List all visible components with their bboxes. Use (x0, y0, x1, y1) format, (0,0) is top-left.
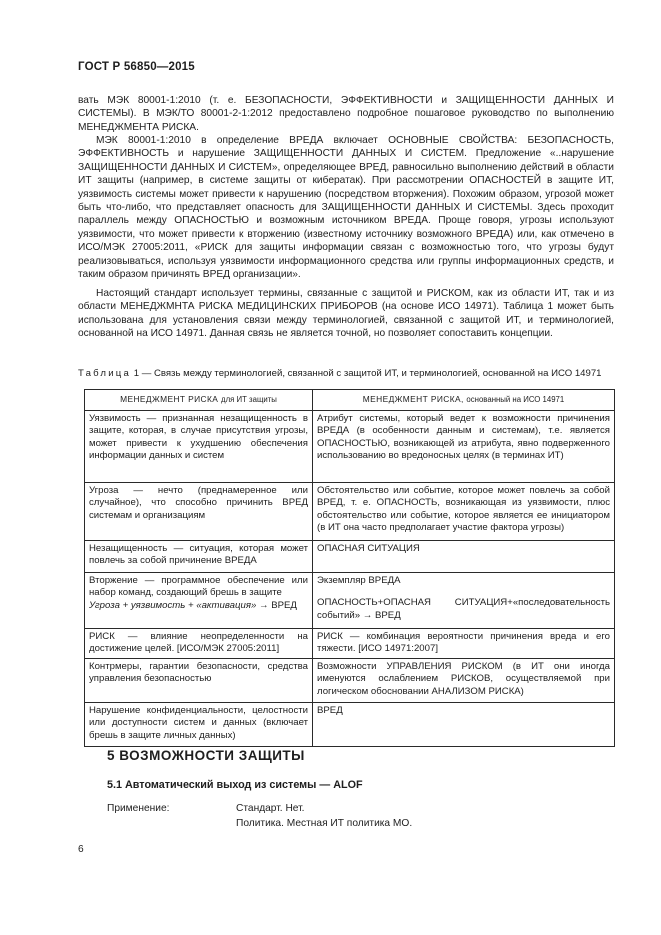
paragraph-3 (78, 287, 614, 341)
table-cell-left: Нарушение конфиденциальности, целостности или доступности систем и данных (включает брешь в защите личных данных) (85, 703, 313, 747)
table-cell-left: Уязвимость — признанная незащищенность в защите, которая, в случае присутствия угрозы, может привести к ухудшению обеспечения информации данных и систем (85, 411, 313, 483)
table-row (85, 573, 615, 629)
exploit-formula-italic: Угроза + уязвимость + «активация» → (89, 599, 269, 611)
table-cell-right: ОПАСНАЯ СИТУАЦИЯ (313, 541, 615, 573)
table-cell-right: Возможности УПРАВЛЕНИЯ РИСКОМ (в ИТ они иногда именуются ослаблением РИСКОВ, осуществляемой при логическом обосновании АНАЛИЗОМ РИСКА) (313, 659, 615, 703)
table-row (85, 411, 615, 483)
application-policy: Политика. Местная ИТ политика МО. (236, 818, 413, 829)
table-cell-right: Атрибут системы, который ведет к возможности причинения ВРЕДА (в особенности данным и системам), т.е. является ОПАСНОСТЬЮ, возникающей из атрибута, явно подверженного использованию во вредоносных целях (в терминах ИТ) (313, 411, 615, 483)
table-cell-left: Незащищенность — ситуация, которая может повлечь за собой причинение ВРЕДА (85, 541, 313, 573)
header-main-text: МЕНЕДЖМЕНТ РИСКА (120, 394, 219, 404)
table-row (85, 659, 615, 703)
table-header-iso-14971 (313, 390, 615, 411)
table-row (85, 541, 615, 573)
harm-instance: Экземпляр ВРЕДА (317, 575, 401, 587)
table-header-row (85, 390, 615, 411)
section-5-1-title: 5.1 Автоматический выход из системы — ALOF (107, 779, 363, 791)
paragraph-1 (78, 94, 614, 134)
table-cell-right: ВРЕД (313, 703, 615, 747)
paragraph-3-text: Настоящий стандарт использует термины, связанные с защитой и РИСКОМ, как из области ИТ, так и из области МЕНЕДЖМНТА РИСКА МЕДИЦИНСКИХ ПРИБОРОВ (на основе ИСО 14971). Таблица 1 может быть использована для установления связи между терминологией, связанной с защитой ИТ, и терминологией, основанной на ИСО 14971. Данная связь не является точной, но позволяет сопоставить концепции. (78, 288, 614, 340)
table-caption-label: Таблица (78, 368, 132, 379)
header-sub-text: для ИТ защиты (221, 395, 277, 404)
table-cell-right: Обстоятельство или событие, которое может повлечь за собой ВРЕД, т. е. ОПАСНОСТЬ, возникающая из уязвимости, плюс обстоятельство или событие, которое является ее инициатором (в ИТ она часто предполагает участие фактора угрозы) (313, 483, 615, 541)
exploit-formula-result: ВРЕД (268, 599, 297, 611)
table-caption-text: 1 — Связь между терминологией, связанной с защитой ИТ, и терминологией, основанной на ИСО 14971 (133, 368, 602, 379)
table-row (85, 703, 615, 747)
exploit-definition: Вторжение — программное обеспечение или набор команд, создающий брешь в защите (89, 575, 308, 599)
table-row (85, 629, 615, 659)
table-cell-right (313, 573, 615, 629)
terminology-table (84, 389, 615, 747)
section-5-title: 5 ВОЗМОЖНОСТИ ЗАЩИТЫ (107, 748, 305, 763)
table-cell-right: РИСК — комбинация вероятности причинения вреда и его тяжести. [ИСО 14971:2007] (313, 629, 615, 659)
harm-formula: ОПАСНОСТЬ+ОПАСНАЯ СИТУАЦИЯ+«последовательность событий» → ВРЕД (317, 597, 610, 621)
paragraph-1-text: вать МЭК 80001-1:2010 (т. е. БЕЗОПАСНОСТИ, ЭФФЕКТИВНОСТИ и ЗАЩИЩЕННОСТИ ДАННЫХ И СИСТЕМЫ). В МЭК/ТО 80001-2-1:2012 предоставлено подробное пошаговое руководство по выполнению МЕНЕДЖМЕНТА РИСКА. (78, 95, 614, 133)
table-header-it-security (85, 390, 313, 411)
header-main-text: МЕНЕДЖМЕНТ РИСКА, (362, 394, 464, 404)
application-label: Применение: (107, 803, 170, 814)
document-header: ГОСТ Р 56850—2015 (78, 61, 195, 73)
application-standard: Стандарт. Нет. (236, 803, 305, 814)
page-number: 6 (78, 844, 84, 855)
table-cell-left: Угроза — нечто (преднамеренное или случайное), что способно причинить ВРЕД системам и организациям (85, 483, 313, 541)
paragraph-2 (78, 134, 614, 281)
paragraph-2-text: МЭК 80001-1:2010 в определение ВРЕДА включает ОСНОВНЫЕ СВОЙСТВА: БЕЗОПАСНОСТЬ, ЭФФЕКТИВНОСТЬ и нарушение ЗАЩИЩЕННОСТИ ДАННЫХ И СИСТЕМ. Предложение «..нарушение ЗАЩИЩЕННОСТИ ДАННЫХ И СИСТЕМ», определяющее ВРЕД, равносильно выполнению действий в области ИТ защиты (например, в системе защиты от кибератак). При рассмотрении ОПАСНОСТЕЙ в защите ИТ, уязвимость системы может привести к нарушению (посредством вторжения). Похожим образом, угрозой может быть что-либо, что представляет опасность для ЗАЩИЩЕННОСТИ ДАННЫХ И СИСТЕМЫ. Здесь проходит параллель между ОПАСНОСТЬЮ и возможным источником ВРЕДА. Проще говоря, угрозы используют уязвимости, что может привести к вторжению (известному источнику возможного ВРЕДА) или, как отмечено в ИСО/МЭК 27005:2011, «РИСК для защиты информации связан с возможностью того, что угрозы будут реализовываться, используя уязвимости информационного средства или группы информационных средств, и таким образом причинять ВРЕД организации». (78, 135, 614, 281)
table-caption (78, 368, 618, 379)
table-cell-left (85, 573, 313, 629)
table-cell-left: РИСК — влияние неопределенности на достижение целей. [ИСО/МЭК 27005:2011] (85, 629, 313, 659)
table-row (85, 483, 615, 541)
header-sub-text: основанный на ИСО 14971 (466, 395, 565, 404)
exploit-formula (89, 600, 308, 612)
table-cell-left: Контрмеры, гарантии безопасности, средства управления безопасностью (85, 659, 313, 703)
